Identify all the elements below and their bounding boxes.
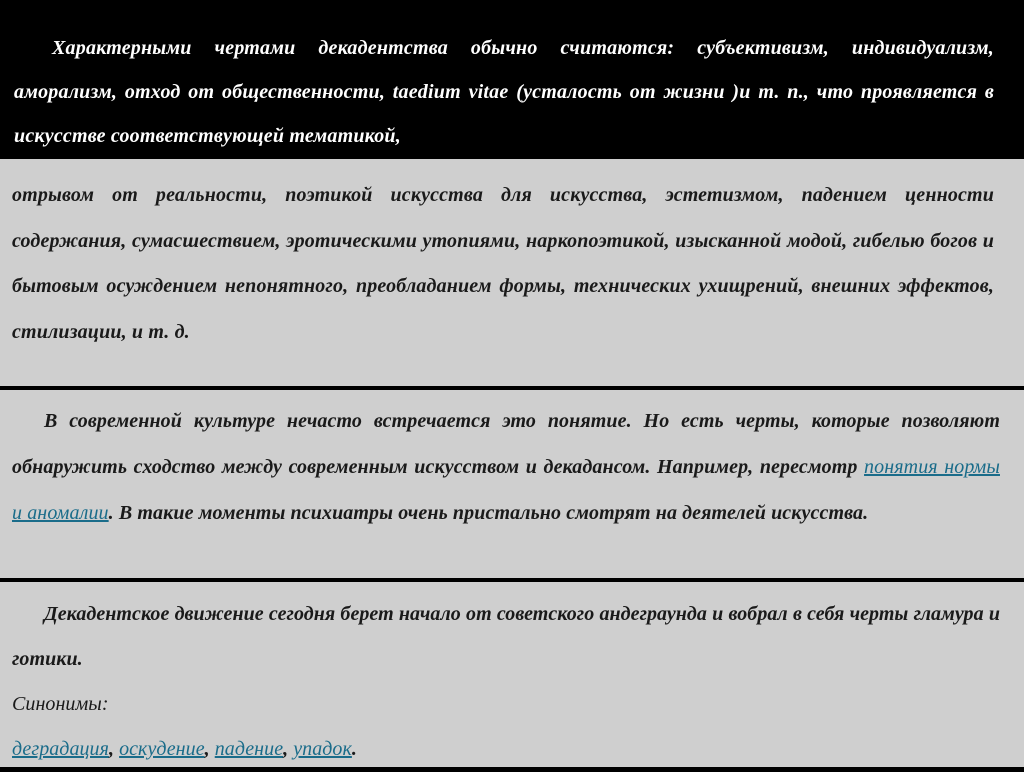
paragraph-modern-culture-text: В современной культуре нечасто встречается это понятие. Но есть черты, которые позволяют обнаружить сходство между современным искусством и декадансом. Например, пересмотр <box>12 410 1000 478</box>
synonym-link-degradation[interactable]: деградация <box>12 738 109 760</box>
intro-dark-band <box>0 0 1024 157</box>
paragraph-modern-culture-text-end: . В такие моменты психиатры очень пристально смотрят на деятелей искусства. <box>108 502 869 524</box>
synonyms-list <box>12 727 1000 772</box>
synonym-link-impoverishment[interactable]: оскудение <box>119 738 205 760</box>
synonym-link-fall[interactable]: падение <box>214 738 284 760</box>
link-norm-anomaly[interactable]: понятия нормы и аномалии <box>12 456 1000 524</box>
synonym-separator: , <box>204 738 215 760</box>
synonym-separator: , <box>108 738 120 760</box>
text-panel-movement-synonyms <box>0 582 1024 767</box>
synonym-separator: , <box>283 738 294 760</box>
synonym-link-decline[interactable]: упадок <box>293 738 352 760</box>
paragraph-decadence-traits-continued: отрывом от реальности, поэтикой искусства для искусства, эстетизмом, падением ценности содержания, сумасшествием, эротическими утопиями, наркопоэтикой, изысканной модой, гибелью богов и бытовым осуждением непонятного, преобладанием формы, технических ухищрений, внешних эффектов, стилизации, и т. д. <box>12 184 994 343</box>
text-panel-traits-continued <box>0 159 1024 386</box>
paragraph-decadence-traits: Характерными чертами декадентства обычно считаются: субъективизм, индивидуализм, аморализм, отход от общественности, taedium vitae (усталость от жизни )и т. п., что проявляется в искусстве соответствующей тематикой, <box>14 37 994 147</box>
synonyms-label: Синонимы: <box>12 693 109 715</box>
synonyms-end-punct: . <box>351 738 357 760</box>
paragraph-modern-culture <box>12 398 1000 536</box>
paragraph-decadent-movement: Декадентское движение сегодня берет начало от советского андеграунда и вобрал в себя черты гламура и готики. <box>12 603 1000 670</box>
text-panel-modern-culture <box>0 390 1024 578</box>
